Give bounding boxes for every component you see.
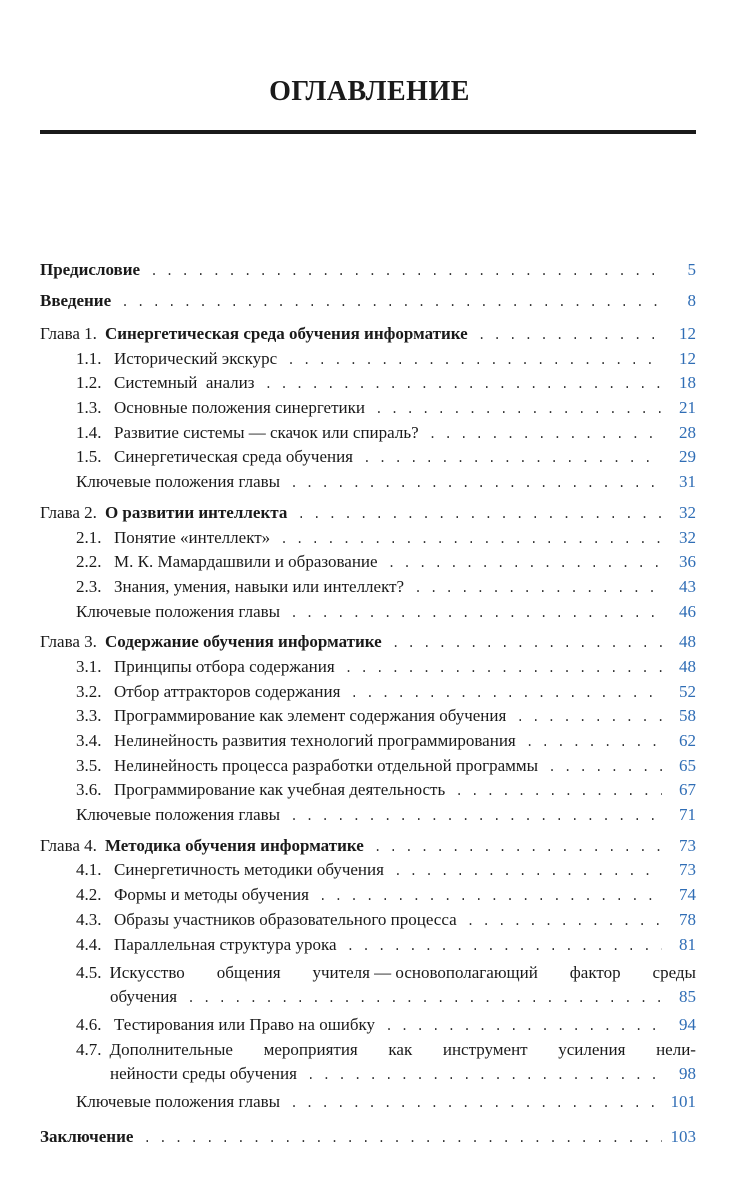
page-number: 29 [679, 447, 696, 467]
section-title: Синергетическая среда обучения [114, 447, 354, 467]
page-number: 94 [679, 1015, 696, 1035]
section-number: 4.3. [76, 909, 102, 929]
dot-leader [150, 256, 662, 287]
dot-leader [526, 731, 662, 756]
page-number: 78 [679, 909, 696, 929]
toc-section-3-4[interactable] [40, 729, 696, 754]
section-number: 4.6. [76, 1015, 102, 1035]
entry-line-1 [40, 961, 696, 985]
word: Дополнительные [109, 1039, 233, 1059]
word: усиления [558, 1039, 626, 1059]
toc-section-2-3[interactable] [40, 575, 696, 600]
toc-section-3-6[interactable] [40, 778, 696, 803]
section-number: 3.2. [76, 681, 102, 701]
section-title: Тестирования или Право на ошибку [114, 1015, 376, 1035]
dot-leader [385, 1015, 662, 1040]
toc-section-1-3[interactable] [40, 396, 696, 421]
page-number: 74 [679, 885, 696, 905]
toc-section-1-2[interactable] [40, 371, 696, 396]
chapter-title: Синергетическая среда обучения информатике [104, 324, 468, 343]
section-title: Программирование как элемент содержания обучения [114, 706, 507, 726]
dot-leader [363, 447, 662, 472]
page-number: 12 [679, 324, 696, 343]
toc-section-4-2[interactable] [40, 883, 696, 908]
dot-leader [143, 1123, 662, 1154]
section-title: Развитие системы — скачок или спираль? [114, 422, 419, 442]
page-number: 81 [679, 934, 696, 954]
dot-leader [374, 836, 662, 861]
toc-chapter-1[interactable] [40, 322, 696, 347]
entry-title: Введение [40, 291, 112, 310]
toc-section-1-1[interactable] [40, 347, 696, 372]
dot-leader [290, 805, 662, 830]
page-number: 28 [679, 422, 696, 442]
section-title-line-2: нейности среды обучения [110, 1063, 297, 1083]
word: как [388, 1039, 413, 1059]
dot-leader [345, 657, 662, 682]
section-title: Ключевые положения главы [76, 601, 281, 621]
section-number: 2.1. [76, 527, 102, 547]
page-number: 36 [679, 552, 696, 572]
page-number: 5 [687, 260, 696, 279]
toc-section-3-2[interactable] [40, 680, 696, 705]
dot-leader [350, 682, 662, 707]
section-number: 3.6. [76, 780, 102, 800]
section-title: Нелинейность процесса разработки отдельной программы [114, 755, 539, 775]
toc-section-4-3[interactable] [40, 908, 696, 933]
section-title: Параллельная структура урока [114, 934, 337, 954]
toc-section-1-4[interactable] [40, 421, 696, 446]
dot-leader [548, 756, 662, 781]
section-title: Синергетичность методики обучения [114, 860, 384, 880]
section-title: Нелинейность развития технологий программирования [114, 731, 516, 750]
section-number: 1.5. [76, 447, 102, 467]
page-number: 71 [679, 805, 696, 825]
section-title-line-1 [110, 1038, 697, 1062]
page-number: 103 [670, 1126, 696, 1146]
chapter-label: Глава 3. [40, 632, 97, 652]
chapter-title: Методика обучения информатике [104, 835, 364, 855]
section-title: М. К. Мамардашвили и образование [114, 552, 378, 572]
table-of-contents [40, 254, 696, 1152]
page-number: 18 [679, 373, 696, 393]
page-number: 62 [679, 731, 696, 750]
dot-leader [280, 528, 662, 553]
dot-leader [121, 287, 662, 318]
section-title: Ключевые положения главы [76, 805, 281, 825]
section-number: 4.2. [76, 885, 102, 905]
section-number: 1.3. [76, 398, 102, 418]
page-number: 98 [679, 1063, 696, 1083]
page-number: 67 [679, 780, 696, 800]
page-number: 32 [679, 527, 696, 547]
chapter-title: Содержание обучения информатике [104, 632, 382, 652]
section-number: 4.5. [76, 963, 102, 983]
toc-summary-2[interactable] [40, 600, 696, 625]
entry-line-2 [40, 985, 696, 1011]
dot-leader [478, 324, 662, 349]
section-number: 1.1. [76, 348, 102, 368]
section-title-line-2: обучения [110, 987, 178, 1007]
entry-line-1 [40, 1038, 696, 1062]
toc-chapter-2[interactable] [40, 501, 696, 526]
page-number: 58 [679, 706, 696, 726]
word: среды [652, 963, 696, 983]
toc-section-4-4[interactable] [40, 933, 696, 958]
toc-section-2-1[interactable] [40, 526, 696, 551]
dot-leader [187, 987, 662, 1011]
toc-entry-intro[interactable] [40, 285, 696, 316]
entry-title: Заключение [40, 1126, 134, 1146]
page-number: 65 [679, 755, 696, 775]
page-number: 52 [679, 681, 696, 701]
title-rule [40, 130, 696, 134]
section-title: Понятие «интеллект» [114, 527, 271, 547]
toc-section-3-3[interactable] [40, 704, 696, 729]
section-number: 3.3. [76, 706, 102, 726]
page-number: 8 [687, 291, 696, 310]
section-number: 3.4. [76, 731, 102, 750]
toc-summary-1[interactable] [40, 470, 696, 495]
section-number: 3.1. [76, 656, 102, 676]
word: Искусство [109, 963, 185, 983]
word: нели- [656, 1039, 696, 1059]
section-number: 1.2. [76, 373, 102, 393]
section-title: Системный анализ [114, 373, 255, 393]
section-number: 4.4. [76, 934, 102, 954]
page-title: ОГЛАВЛЕНИЕ [269, 76, 470, 107]
dot-leader [297, 503, 662, 528]
toc-summary-3[interactable] [40, 803, 696, 828]
dot-leader [319, 885, 662, 910]
toc-chapter-3[interactable] [40, 630, 696, 655]
section-number: 2.2. [76, 552, 102, 572]
section-title: Основные положения синергетики [114, 398, 365, 418]
dot-leader [307, 1064, 662, 1088]
toc-section-4-6[interactable] [40, 1013, 696, 1038]
word: мероприятия [263, 1039, 358, 1059]
toc-section-2-2[interactable] [40, 550, 696, 575]
section-number: 3.5. [76, 755, 102, 775]
toc-section-3-5[interactable] [40, 754, 696, 779]
section-number: 2.3. [76, 576, 102, 596]
word: инструмент [442, 1039, 528, 1059]
section-title: Отбор аттракторов содержания [114, 681, 341, 701]
dot-leader [388, 552, 662, 577]
chapter-label: Глава 4. [40, 835, 97, 855]
word: учителя — основополагающий [312, 963, 538, 983]
page-number: 31 [679, 472, 696, 492]
section-title: Формы и методы обучения [114, 885, 309, 905]
section-title: Ключевые положения главы [76, 472, 281, 492]
dot-leader [290, 1092, 662, 1117]
toc-section-4-5[interactable] [40, 961, 696, 1011]
dot-leader [264, 373, 662, 398]
entry-title: Предисловие [40, 260, 141, 279]
dot-leader [375, 398, 662, 423]
page-number: 73 [679, 860, 696, 880]
dot-leader [347, 935, 662, 960]
dot-leader [290, 602, 662, 627]
dot-leader [516, 706, 662, 731]
toc-chapter-4[interactable] [40, 834, 696, 859]
dot-leader [392, 632, 662, 657]
page-number: 73 [679, 835, 696, 855]
dot-leader [290, 472, 662, 497]
toc-entry-conclusion[interactable] [40, 1121, 696, 1152]
dot-leader [429, 423, 662, 448]
dot-leader [287, 349, 662, 374]
chapter-title: О развитии интеллекта [104, 502, 288, 522]
toc-entry-preface[interactable] [40, 254, 696, 285]
entry-line-2 [40, 1062, 696, 1088]
section-title: Принципы отбора содержания [114, 656, 335, 676]
page-number: 85 [679, 987, 696, 1007]
toc-section-3-1[interactable] [40, 655, 696, 680]
section-number: 1.4. [76, 422, 102, 442]
section-number: 4.7. [76, 1039, 102, 1059]
dot-leader [467, 910, 662, 935]
dot-leader [414, 577, 662, 602]
toc-summary-4[interactable] [40, 1090, 696, 1115]
chapter-label: Глава 1. [40, 324, 97, 343]
toc-section-1-5[interactable] [40, 445, 696, 470]
page-number: 43 [679, 576, 696, 596]
section-title: Образы участников образовательного процесса [114, 909, 457, 929]
word: общения [216, 963, 281, 983]
word: фактор [569, 963, 621, 983]
section-title: Программирование как учебная деятельность [114, 780, 446, 800]
dot-leader [394, 860, 662, 885]
section-title: Исторический экскурс [114, 348, 278, 368]
toc-section-4-7[interactable] [40, 1038, 696, 1088]
page-number: 32 [679, 502, 696, 522]
page-number: 101 [670, 1091, 696, 1111]
page-number: 48 [679, 656, 696, 676]
page-number: 46 [679, 601, 696, 621]
section-title: Знания, умения, навыки или интеллект? [114, 576, 405, 596]
section-title-line-1 [110, 961, 697, 985]
page-number: 12 [679, 348, 696, 368]
page-number: 48 [679, 632, 696, 652]
chapter-label: Глава 2. [40, 502, 97, 522]
section-title: Ключевые положения главы [76, 1091, 281, 1111]
page-number: 21 [679, 398, 696, 418]
dot-leader [455, 780, 662, 805]
section-number: 4.1. [76, 860, 102, 880]
toc-section-4-1[interactable] [40, 858, 696, 883]
